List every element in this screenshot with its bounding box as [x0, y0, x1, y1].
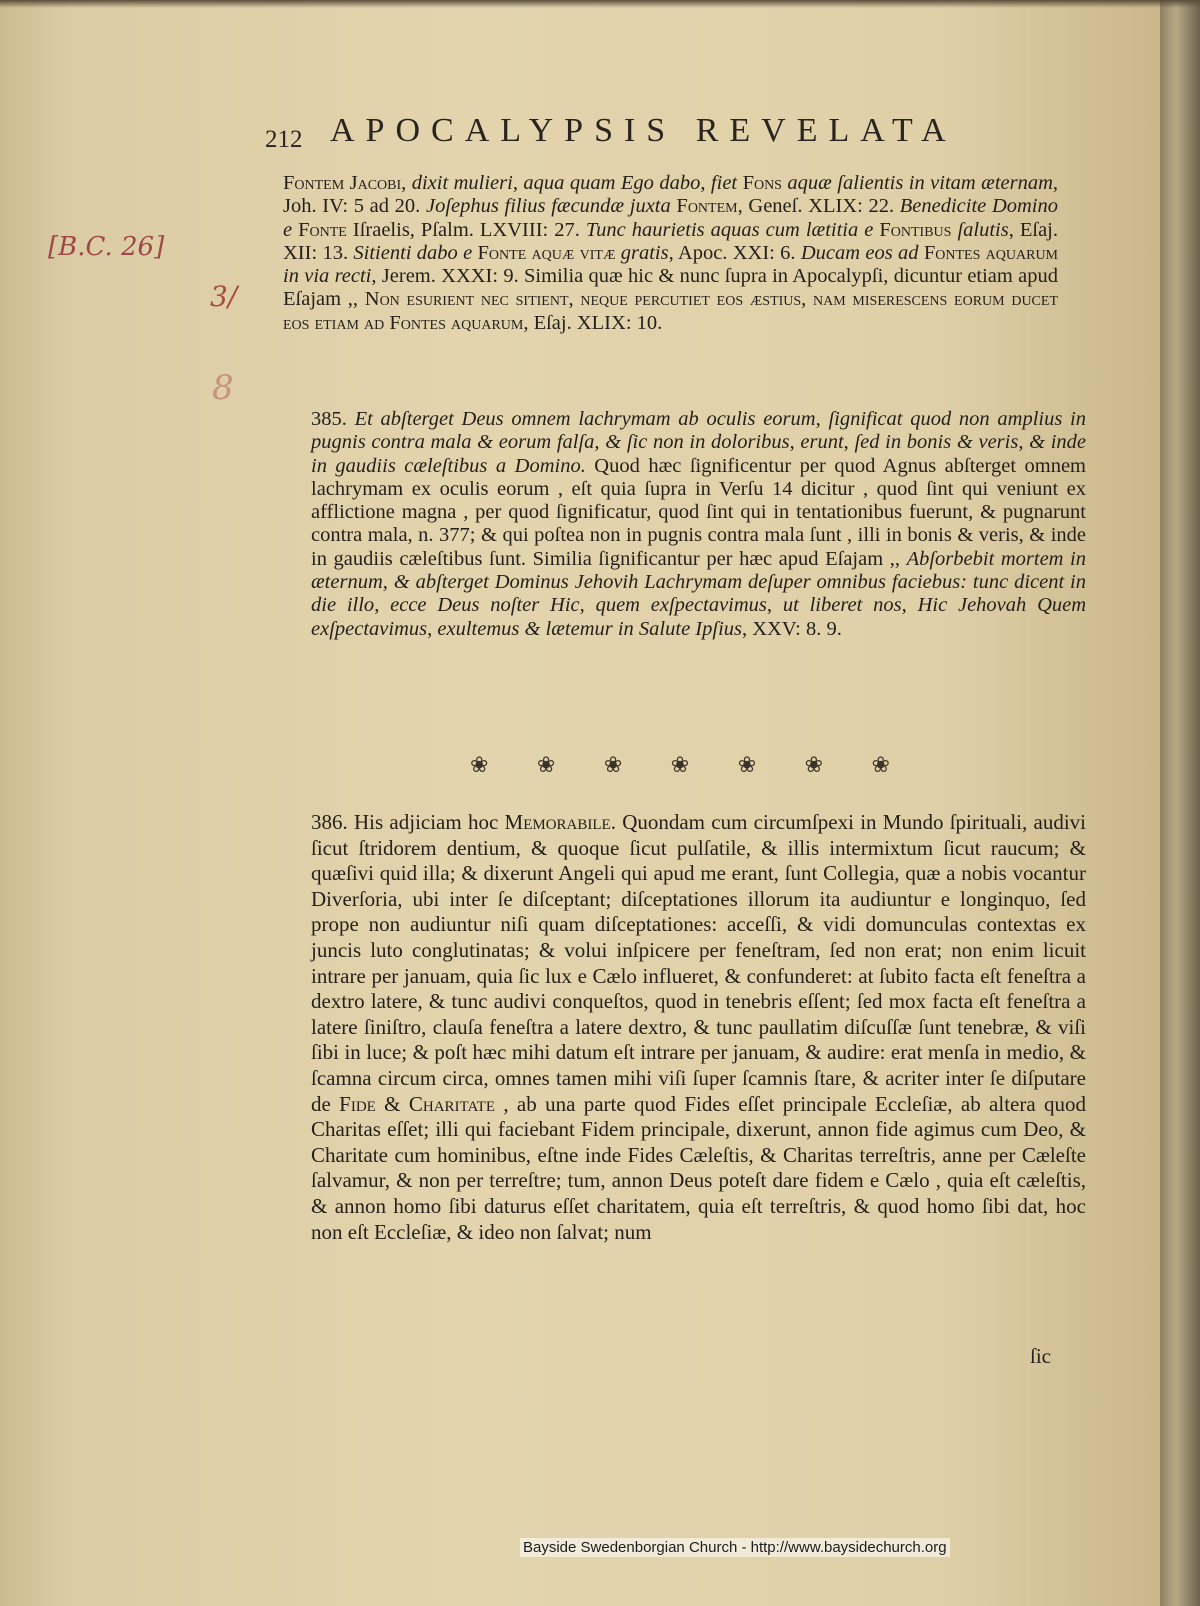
text-run: ,: [594, 431, 606, 454]
text-run: ,: [382, 571, 394, 594]
text-run: ,: [579, 594, 596, 617]
text-run: 386. His adjiciam hoc: [311, 810, 505, 834]
ornament-divider: [470, 752, 890, 782]
text-run: , Jerem. XXXI: 9. Similia quæ hic & nunc ſupra in Apocalypſi, dicuntur etiam apud Eſajam ,,: [283, 265, 1058, 311]
text-run: 385.: [311, 408, 355, 430]
catchword: ſic: [1030, 1344, 1051, 1368]
page-top-edge: [0, 0, 1200, 8]
paragraph-fontem-jacobi: [283, 172, 1058, 335]
text-run: Benedicite Domino e: [283, 195, 1058, 241]
page-header: [265, 112, 1040, 152]
text-run: ,: [789, 431, 801, 454]
ornament-flower-icon: ❀: [804, 752, 824, 777]
ornament-flower-icon: ❀: [603, 752, 623, 777]
text-run: aqua quam Ego dabo: [523, 172, 701, 194]
text-run: ,: [1018, 431, 1030, 454]
text-run: ,: [512, 172, 524, 194]
text-run: Abſorbebit mortem in æternum: [311, 547, 1086, 594]
text-run: ſed in bonis & veris: [854, 431, 1019, 454]
text-run: ſalutis: [957, 218, 1009, 241]
text-run: fiet: [710, 172, 743, 194]
text-run: , ab una parte quod Fides eſſet principale Eccleſiæ, ab altera quod Charitas eſſet; illi qui faciebant Fidem principale, dixerunt, annon fide agimus cum Deo, & Charitate cum hominibus, eſtne inde Fides Cæleſtis, & Charitas terreſtris, anne per Cæleſte ſalvamur, & non per terreſtre; tum, annon Deus poteſt dare fidem e Cælo , quia eſt cæleſtis, & annon homo ſibi daturus eſſet charitatem, quia eſt terreſtris, & quod homo ſibi dat, hoc non eſt Eccleſiæ, & ideo non ſalvat; num: [311, 1091, 1087, 1244]
text-run: Fontem Jacobi: [283, 172, 402, 194]
text-run: quem exſpectavimus: [595, 594, 767, 617]
paragraph-386: [283, 810, 1086, 1245]
text-run: , Apoc. XXI: 6.: [668, 241, 801, 264]
text-run: Memorabile: [504, 810, 611, 834]
text-run: ,: [843, 431, 855, 454]
text-run: Non esurient nec sitient, neque percutiet eos æstius, nam miserescens eorum ducet eos etiam ad Fontes aquarum: [283, 288, 1058, 334]
ornament-flower-icon: ❀: [737, 752, 757, 777]
text-run: Charitate: [408, 1091, 495, 1116]
text-run: ut liberet nos: [782, 594, 902, 617]
running-title: APOCALYPSIS REVELATA: [330, 112, 957, 149]
text-run: Joſephus filius fæcundæ juxta: [425, 195, 677, 218]
text-run: & ſic non in doloribus: [605, 431, 790, 454]
text-run: Fide: [339, 1091, 376, 1116]
paragraph-385: [283, 408, 1086, 641]
page-number: 212: [265, 126, 303, 153]
footer-credit: Bayside Swedenborgian Church - http://www.baysidechurch.org: [520, 1538, 950, 1557]
ornament-flower-icon: ❀: [871, 752, 890, 777]
text-run: in via recti: [283, 265, 372, 288]
text-run: Fons: [742, 172, 788, 194]
text-run: Ducam eos ad: [800, 241, 924, 264]
book-spine: [1160, 0, 1200, 1606]
text-run: Fontibus: [879, 218, 958, 241]
text-run: Iſraelis, Pſalm. LXVIII: 27.: [352, 218, 586, 241]
text-run: , XXV: 8. 9.: [742, 617, 842, 640]
text-run: & inde in gaudiis cæleſtibus a Domino.: [311, 431, 1087, 477]
text-run: Et abſterget Deus omnem lachrymam ab oculis eorum: [354, 408, 816, 430]
ornament-flower-icon: ❀: [536, 752, 556, 777]
text-run: ſignificat quod non amplius in pugnis contra mala & eorum falſa: [311, 408, 1087, 454]
text-run: &: [375, 1091, 409, 1116]
text-run: Fontem: [676, 195, 738, 218]
text-run: ,: [427, 617, 438, 640]
text-run: aquæ ſalientis in vitam æternam: [787, 172, 1053, 194]
text-run: . Quondam cum circumſpexi in Mundo ſpirituali, audivi ſicut ſtridorem dentium, & quoque ſicut pulſatile, & illis intermixtum ſicut raucum; & quæſivi quid illa; & dixerunt Angeli qui apud me erant, ſunt Collegia, quæ a nobis vocantur Diverſoria, ubi inter ſe diſceptant; diſceptationes illorum ita audiuntur e longinquo, ſed prope non audiuntur niſi quam diſceptationes: acceſſi, & vidi domunculas contextas ex juncis luto conglutinatas; & volui inſpicere per feneſtram, ſed non erat; non enim licuit intrare per januam, quia ſic lux e Cælo influeret, & confunderet: at ſubito facta eſt feneſtra a dextro latere, & tunc audivi conqueſtos, quod in tenebris eſſent; ſed mox facta eſt feneſtra a latere ſiniſtro, clauſa feneſtra a latere dextro, & tunc paullatim diſcuſſæ ſunt tenebræ, & viſi ſibi in luce; & poſt hæc mihi datum eſt intrare per januam, & audire: erat menſa in medio, & ſcamna circum circa, omnes tamen mihi viſi ſuper ſcamnis ſtare, & acriter inter ſe diſputare de: [311, 810, 1087, 1116]
text-run: ecce Deus noſter Hic: [390, 594, 580, 617]
text-run: ,: [766, 594, 783, 617]
text-run: exultemus & lætemur in Salute Ipſius: [437, 617, 742, 640]
text-run: ,: [815, 408, 829, 430]
text-run: dixit mulieri: [411, 172, 513, 194]
text-run: , Geneſ. XLIX: 22.: [737, 195, 900, 218]
text-run: Quod hæc ſignificentur per quod Agnus abſterget omnem lachrymam ex oculis eorum , eſt quia ſupra in Verſu 14 dicitur , quod ſint qui veniunt ex afflictione magna , per quod ſignificatur, quod ſint qui in tentationibus fuerunt, & pugnarunt contra mala, n. 377; & qui poſtea non in pugnis contra mala ſunt , illi in bonis & veris, & inde in gaudiis cæleſtibus ſunt. Similia ſignificantur per hæc apud Eſajam ,,: [311, 454, 1086, 570]
text-run: ,: [401, 172, 412, 194]
text-run: Sitienti dabo e: [353, 241, 478, 264]
text-run: Fonte aquæ vitæ: [477, 241, 621, 264]
text-run: Hic Jehovah Quem exſpectavimus: [311, 594, 1087, 640]
text-run: , Eſaj. XLIX: 10.: [523, 311, 663, 334]
text-run: gratis: [620, 241, 669, 264]
ornament-flower-icon: ❀: [670, 752, 690, 777]
text-run: ,: [700, 172, 711, 194]
text-run: ,: [374, 594, 391, 617]
ornament-flower-icon: ❀: [470, 752, 489, 777]
text-run: erunt: [800, 431, 844, 454]
margin-note-number: 3/: [210, 280, 238, 313]
text-run: , Joh. IV: 5 ad 20.: [283, 172, 1059, 218]
text-run: Fontes aquarum: [923, 241, 1059, 264]
text-run: Fonte: [298, 218, 353, 241]
text-run: Tunc haurietis aquas cum lætitia e: [585, 218, 880, 241]
text-run: ,: [901, 594, 918, 617]
margin-note-faded: 8: [212, 368, 234, 408]
margin-note-reference: [B.C. 26]: [48, 232, 165, 262]
text-run: & abſterget Dominus Jehovih Lachrymam deſuper omnibus faciebus: tunc dicent in die illo: [311, 571, 1087, 617]
text-run: , Eſaj. XII: 13.: [283, 218, 1058, 264]
